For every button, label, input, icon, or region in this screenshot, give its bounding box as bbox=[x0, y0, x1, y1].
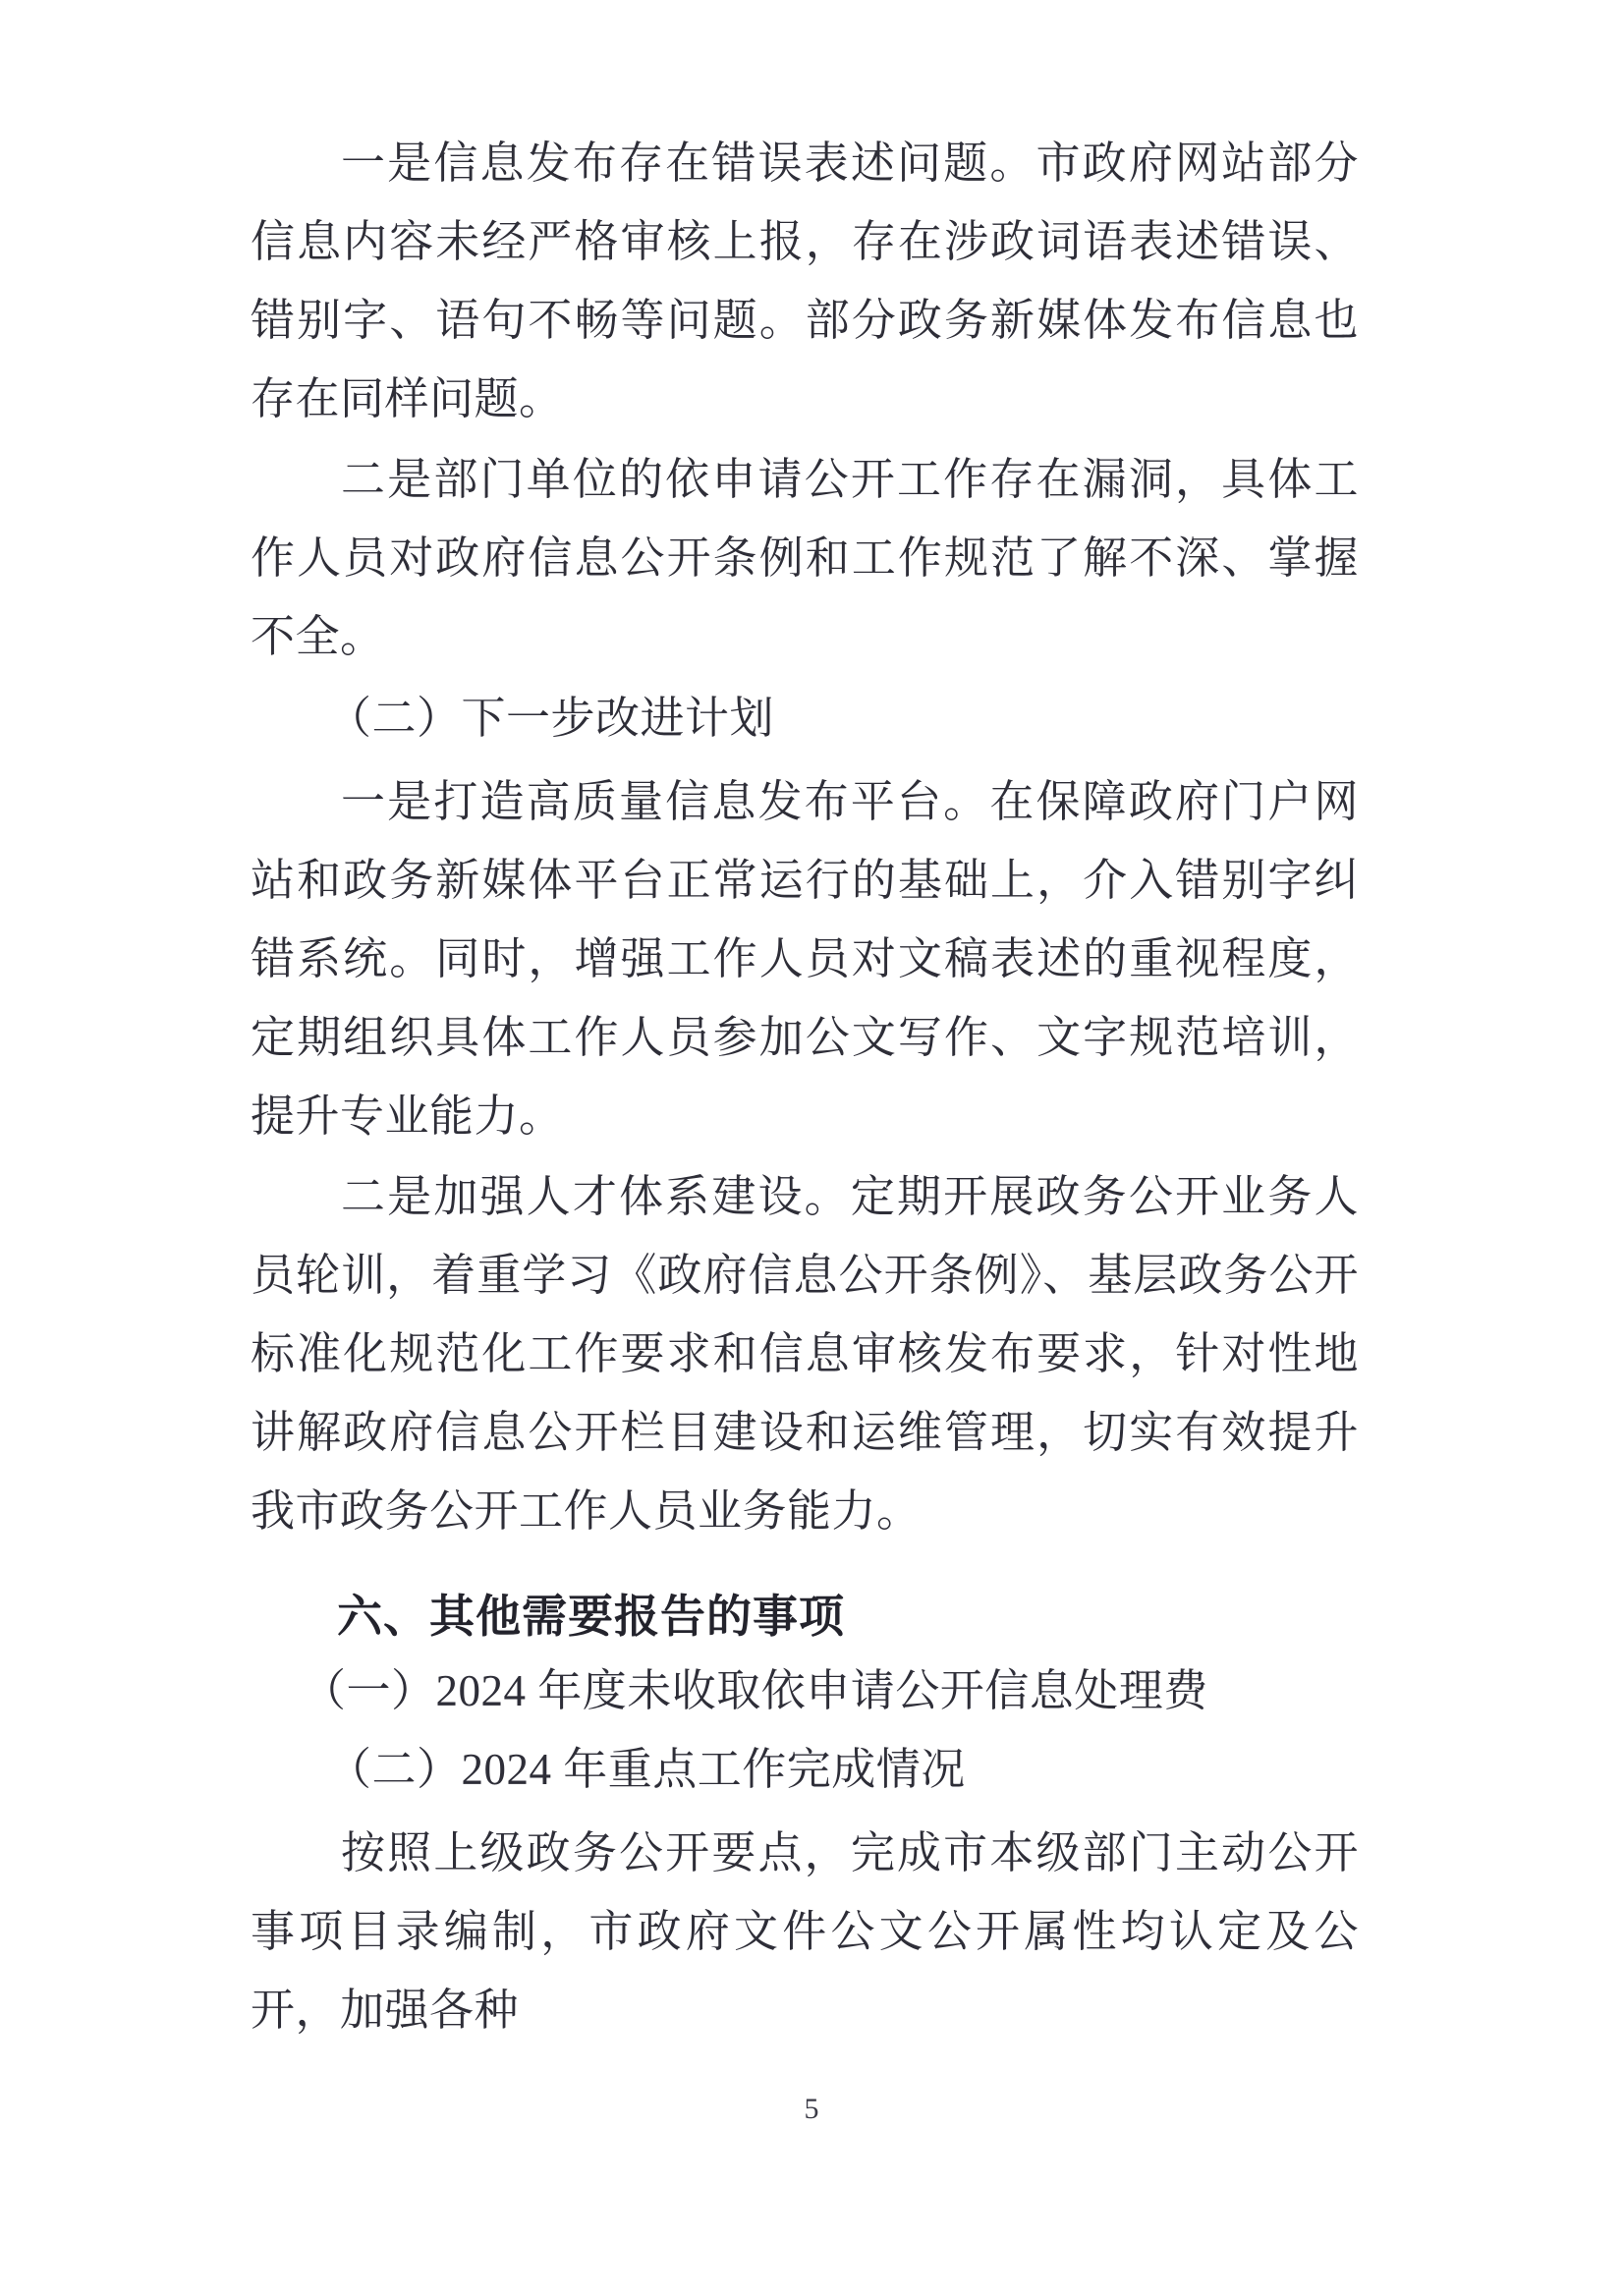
page-number: 5 bbox=[804, 2093, 819, 2125]
paragraph-issue-two: 二是部门单位的依申请公开工作存在漏洞，具体工作人员对政府信息公开条例和工作规范了解不深、掌握不全。 bbox=[251, 455, 1359, 661]
section-heading-other-matters: 六、其他需要报告的事项 bbox=[337, 1591, 845, 1642]
paragraph-issue-one: 一是信息发布存在错误表述问题。市政府网站部分信息内容未经严格审核上报，存在涉政词语表述错误、错别字、语句不畅等问题。部分政务新媒体发布信息也存在同样问题。 bbox=[251, 139, 1359, 423]
sub-heading-improvement-plan: （二）下一步改进计划 bbox=[327, 694, 775, 743]
paragraph-plan-one: 一是打造高质量信息发布平台。在保障政府门户网站和政务新媒体平台正常运行的基础上，介入错别字纠错系统。同时，增强工作人员对文稿表述的重视程度，定期组织具体工作人员参加公文写作、文字规范培训，提升专业能力。 bbox=[251, 777, 1359, 1141]
document-body bbox=[251, 124, 1359, 2051]
paragraph-key-work-detail: 按照上级政务公开要点，完成市本级部门主动公开事项目录编制，市政府文件公文公开属性均认定及公开，加强各种 bbox=[251, 1828, 1359, 2035]
sub-heading-key-work-completion: （二）2024 年重点工作完成情况 bbox=[327, 1745, 966, 1794]
sub-heading-no-processing-fee: （一）2024 年度未收取依申请公开信息处理费 bbox=[302, 1666, 1208, 1715]
paragraph-plan-two: 二是加强人才体系建设。定期开展政务公开业务人员轮训，着重学习《政府信息公开条例》、基层政务公开标准化规范化工作要求和信息审核发布要求，针对性地讲解政府信息公开栏目建设和运维管理，切实有效提升我市政务公开工作人员业务能力。 bbox=[251, 1172, 1359, 1536]
